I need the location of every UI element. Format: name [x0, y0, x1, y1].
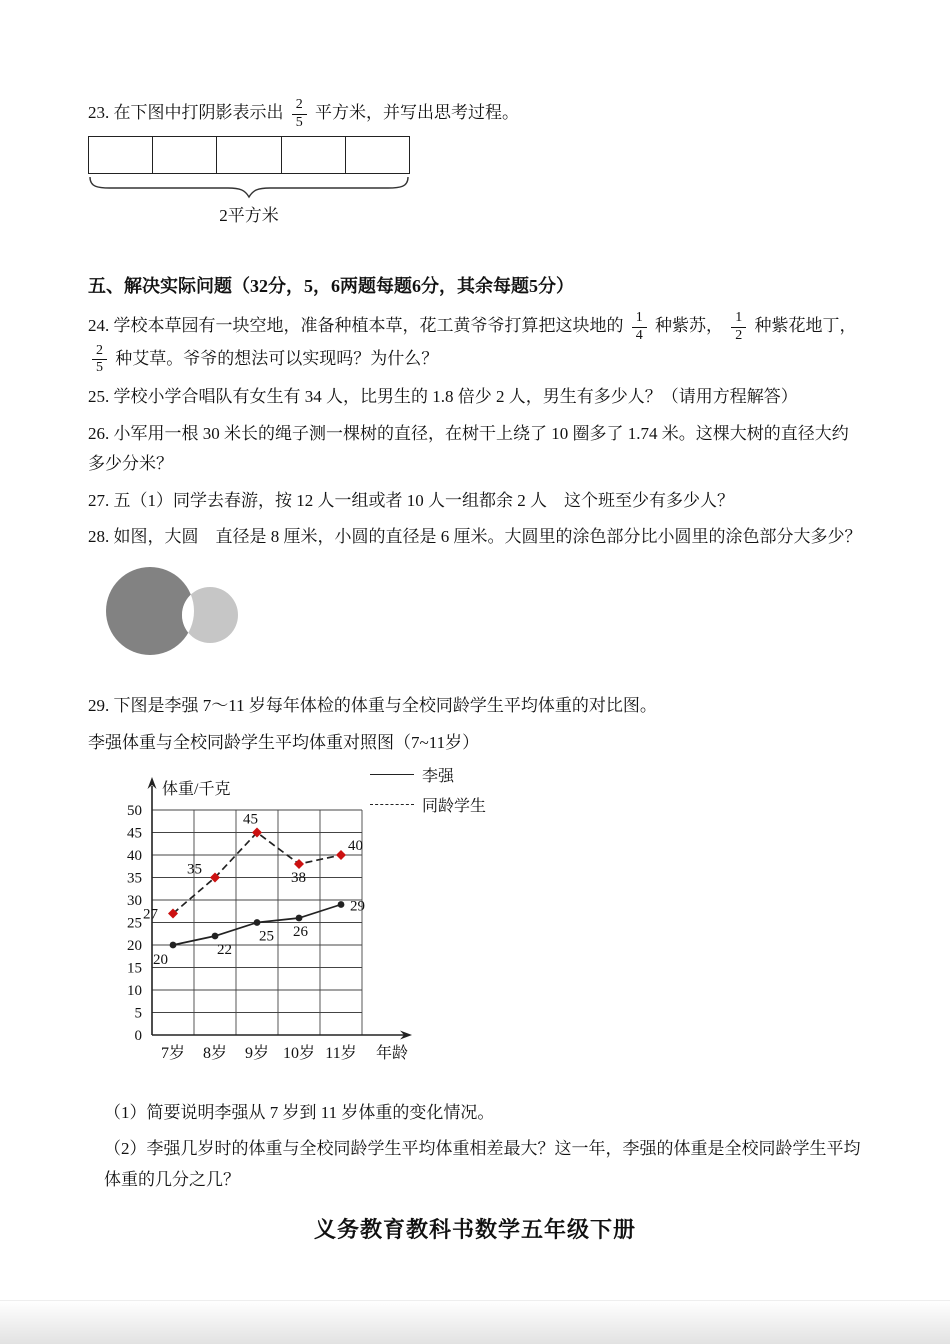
q28-circles-diagram	[90, 559, 320, 667]
svg-text:40: 40	[348, 837, 363, 854]
legend-row-liqiang	[370, 763, 486, 786]
fraction-1-4	[632, 311, 647, 343]
legend-solid-line-icon	[370, 774, 414, 775]
large-circle	[106, 567, 194, 655]
section-5-heading: 五、解决实际问题（32分，5，6两题每题6分，其余每题5分）	[88, 276, 574, 297]
svg-text:22: 22	[217, 941, 232, 958]
svg-text:年龄: 年龄	[375, 1044, 409, 1062]
svg-text:50: 50	[127, 802, 142, 819]
q29-sub2: （2）李强几岁时的体重与全校同龄学生平均体重相差最大？这一年，李强的体重是全校同龄学生平均体重的几分之几？	[104, 1139, 861, 1189]
q24-text-4: 种	[115, 348, 133, 368]
q29-sub1: （1）简要说明李强从 7 岁到 11 岁体重的变化情况。	[104, 1102, 495, 1122]
svg-text:35: 35	[187, 861, 202, 878]
q24-text-2: 种紫苏，	[655, 316, 723, 336]
svg-text:体重/千克: 体重/千克	[162, 780, 231, 798]
fraction-numerator: 2	[92, 344, 107, 361]
legend-row-peers	[370, 793, 486, 816]
svg-text:20: 20	[127, 937, 142, 954]
svg-text:11岁: 11岁	[325, 1044, 357, 1062]
svg-text:0: 0	[134, 1027, 142, 1044]
svg-text:10: 10	[127, 982, 142, 999]
unit-rectangle	[88, 136, 410, 174]
fraction-1-2	[731, 311, 746, 343]
question-27: 27. 五（1）同学去春游，按 12 人一组或者 10 人一组都余 2 人 这个班至少有多少人？	[88, 490, 734, 510]
svg-text:27: 27	[143, 906, 158, 923]
svg-text:38: 38	[291, 869, 306, 886]
legend-dashed-line-icon	[370, 804, 414, 805]
grid-cell	[152, 137, 216, 173]
svg-text:40: 40	[127, 847, 142, 864]
question-26: 26. 小军用一根 30 米长的绳子测一棵树的直径，在树干上绕了 10 圈多了 1.74 米。这棵大树的直径大约多少分米？	[88, 423, 849, 474]
book-title: 义务教育教科书数学五年级下册	[313, 1217, 636, 1243]
q24-text-5: 艾草。爷爷的想法可以实现吗？为什么？	[132, 348, 439, 368]
fraction-denominator: 4	[635, 327, 643, 343]
svg-text:15: 15	[127, 960, 142, 977]
chart-title: 李强体重与全校同龄学生平均体重对照图（7~11岁）	[88, 733, 480, 753]
grid-cell	[345, 137, 409, 173]
fraction-numerator: 1	[731, 311, 746, 328]
svg-text:20: 20	[153, 951, 168, 968]
fraction-numerator: 2	[292, 98, 307, 115]
svg-text:45: 45	[127, 825, 142, 842]
svg-text:7岁: 7岁	[160, 1044, 186, 1062]
chart-legend	[370, 763, 486, 823]
svg-text:26: 26	[293, 923, 308, 940]
grid-cell	[281, 137, 345, 173]
svg-text:30: 30	[127, 892, 142, 909]
svg-text:25: 25	[259, 928, 274, 945]
q24-text-1: 24. 学校本草园有一块空地，准备种植本草，花工黄爷爷打算把这块地的	[88, 316, 624, 336]
question-25: 25. 学校小学合唱队有女生有 34 人，比男生的 1.8 倍少 2 人，男生有多少人？（请用方程解答）	[88, 386, 798, 406]
svg-text:45: 45	[243, 811, 258, 828]
q23-diagram	[88, 136, 410, 226]
legend-label-peers: 同龄学生	[422, 797, 487, 815]
question-29: 29. 下图是李强 7～11 岁每年体检的体重与全校同龄学生平均体重的对比图。	[88, 695, 657, 715]
legend-label-liqiang: 李强	[422, 767, 455, 785]
grid-cell	[216, 137, 280, 173]
fraction-2-5b	[92, 344, 107, 376]
weight-comparison-chart	[88, 729, 862, 1075]
grid-cell	[89, 137, 152, 173]
svg-text:8岁: 8岁	[202, 1044, 228, 1062]
svg-text:10岁: 10岁	[282, 1044, 316, 1062]
q23-text-prefix: 23. 在下图中打阴影表示出	[88, 103, 284, 123]
q23-diagram-label: 2平方米	[219, 206, 279, 226]
fraction-2-5	[292, 98, 307, 130]
fraction-denominator: 2	[735, 327, 743, 343]
question-23	[88, 98, 862, 130]
fraction-numerator: 1	[632, 311, 647, 328]
fraction-denominator: 5	[295, 114, 303, 130]
svg-text:35: 35	[127, 870, 142, 887]
question-28: 28. 如图，大圆 直径是 8 厘米，小圆的直径是 6 厘米。大圆里的涂色部分比小圆里的涂色部分大多少？	[88, 527, 862, 547]
chart-area	[88, 761, 862, 1076]
q24-text-3: 种紫花地丁，	[754, 316, 857, 336]
question-24	[88, 311, 862, 376]
q23-text-suffix: 平方米，并写出思考过程。	[315, 103, 519, 123]
svg-text:9岁: 9岁	[244, 1044, 270, 1062]
svg-text:29: 29	[350, 898, 365, 915]
fraction-denominator: 5	[96, 360, 103, 376]
svg-text:5: 5	[134, 1005, 142, 1022]
svg-text:25: 25	[127, 915, 142, 932]
underbrace	[88, 175, 410, 199]
page-bottom-edge	[0, 1300, 950, 1344]
